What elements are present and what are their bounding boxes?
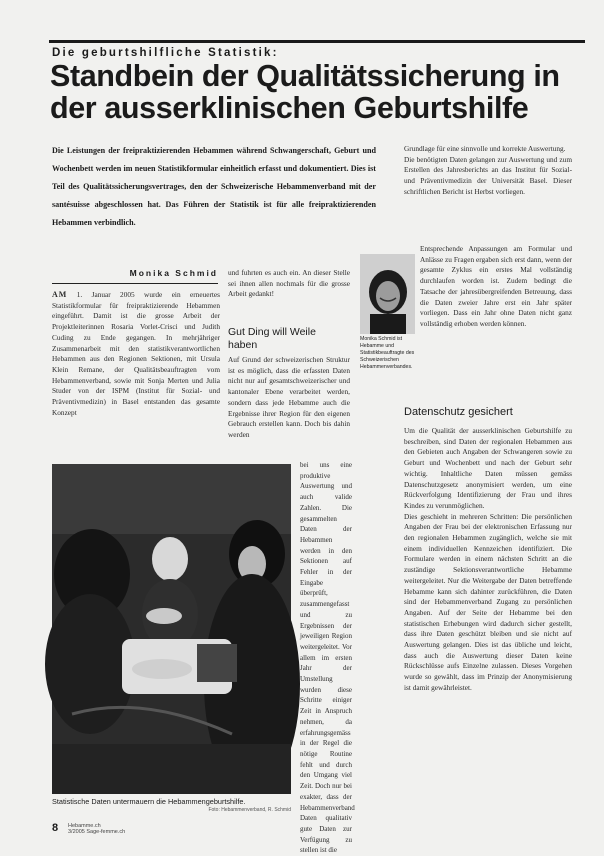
column-2-mid: Auf Grund der schweizerischen Struktur ist es möglich, dass die erfassten Daten nicht nur auf gesamtschweizerischer und kantonaler Ebene verarbeitet werden, sondern dass jede Hebamme auch die Ergebnisse ihrer Region für den eigenen Gebrauch erstellen kann. Doch bis dahin werden bbox=[228, 355, 350, 439]
portrait-illustration bbox=[360, 254, 415, 334]
lead-paragraph: Die Leistungen der freipraktizierenden Hebammen während Schwangerschaft, Geburt und Wochenbett werden im neuen Statistikformular einheitlich erfasst und dokumentiert. Dies ist Teil des Qualitätssicherungsvertrages, den der Schweizerische Hebammenverband mit der santésuisse abgeschlossen hat. Das Führen der Statistik ist für alle freipraktizierenden Hebammen verbindlich. bbox=[52, 146, 376, 227]
subhead-datenschutz: Datenschutz gesichert bbox=[404, 406, 513, 418]
column-2-narrow: bei uns eine produktive Auswertung und auch valide Zahlen. Die gesammelten Daten der Hebammen werden in den Sektionen auf Fehler in der Eingabe überprüft, zusammengefasst und zu Ergebnissen der jeweiligen Region weitergeleitet. Vor allem im ersten Jahr der Umstellung wurden diese Schritte einiger Zeit in Anspruch nehmen, da erfahrungsgemäss in der Regel die nötige Routine fehlt und durch den Umgang viel Zeit. Doch nur bei exakter, dass der Hebammenverband Daten qualitativ gute Daten zur Verfügung zu stellen ist die bbox=[300, 461, 355, 855]
main-photo bbox=[52, 464, 291, 794]
author-byline: Monika Schmid bbox=[129, 268, 218, 278]
page-number: 8 bbox=[52, 822, 59, 834]
photo-midwife-with-family bbox=[52, 464, 291, 794]
column-3-top: Grundlage für eine sinnvolle und korrekte Auswertung. Die benötigten Daten gelangen zur Auswertung und zum Erstellen des Jahresberichts an das Institut für Sozial- und Präventivmedizin der Universität Basel. Dieser schriftlichen Bericht ist Herbst vorliegen. bbox=[404, 144, 572, 196]
main-photo-caption: Statistische Daten untermauern die Hebammengeburtshilfe. bbox=[52, 797, 246, 806]
subhead-gut-ding: Gut Ding will Weile haben bbox=[228, 326, 316, 351]
column-3-wrap: Entsprechende Anpassungen am Formular und Anlässe zu Fragen ergaben sich erst dann, wenn der gesamte Zyklus ein erstes Mal vollständig durchlaufen worden ist. Zudem bedingt die Tatsache der jahresübergreifenden Betreuung, dass die Daten zweier Jahre erst ein Jahr später vorliegen. Dass ein Jahr ohne Daten nicht ganz vollständig erhoben werden können. bbox=[420, 244, 572, 328]
author-portrait-photo bbox=[360, 254, 415, 334]
dropcap: AM bbox=[52, 290, 68, 299]
photo-credit: Foto: Hebammenverband, R. Schmid bbox=[208, 807, 291, 813]
column-1-intro bbox=[52, 290, 220, 458]
byline-rule bbox=[52, 283, 218, 284]
top-rule bbox=[49, 40, 585, 43]
portrait-caption: Monika Schmid ist Hebamme und Statistikbeauftragte des Schweizerischen Hebammenverbandes. bbox=[360, 336, 415, 370]
kicker: Die geburtshilfliche Statistik: bbox=[52, 47, 279, 59]
footer-publication: Hebamme.ch 3/2005 Sage-femme.ch bbox=[68, 823, 126, 835]
column-1-text: 1. Januar 2005 wurde ein erneuertes Statistikformular für freipraktizierende Hebammen eingeführt. Damit ist die grosse Arbeit der Projektleiterinnen Rosaria Vorlet-Crisci und Judith Cuding zu Ende gegangen. In mehrjähriger Zusammenarbeit mit den statistikverantwortlichen Hebammen aus den Regionen Sektionen, mit Ursula Klein Remane, der Qualitätsbeauftragten vom Hebammenverband, sowie mit Sonja Merten und Julia Studer von der ISPM (Institut für Sozial- und Präventivmedizin) in Basel entstanden das gesamte Konzept bbox=[52, 290, 220, 417]
column-3-bottom: Um die Qualität der ausserklinischen Geburtshilfe zu beschreiben, sind Daten der regionalen Hebammen aus den Gebieten auch Angaben der Schwangeren sowie zu Geburt und Wochenbett und nach der Geburt sehr wichtig. Inhaltliche Daten müssen gemäss Datenschutzgesetz anonymisiert werden, um eine Rückverfolgung Identifizierung der Frau und ihres Kindes zu verunmöglichen. Dies geschieht in mehreren Schritten: Die persönlichen Angaben der Frau bei der elektronischen Erfassung nur den regionalen Hebammen zugänglich, welche sie mit einem individuellen Kennzeichen identifiziert. Die Formulare werden in einem nächsten Schritt an die zuständige Sektionsverantwortliche Hebamme weitergeleitet. Nur die Weitergabe der Daten betreffende Hebamme kann sich dahinter zurückführen, die Daten sind der Hebammenverband Zugang zu persönlichen Angaben. Auf der Seite der Hebamme bei den statistischen Erhebungen wird dadurch sicher gestellt, dass ihre Daten geschützt bleiben und sie nicht auf Auswertung gelangen. Dies ist das übliche und leicht, dass auch die Auswertung dieser Daten keine Rückschlüsse aufs Einzelne zulassen. Dieses Vorgehen wurde so gewählt, dass im Prinzip der Anonymisierung ist damit gewährleistet. bbox=[404, 426, 572, 692]
column-2-top: und fuhrten es auch ein. An dieser Stelle sei ihnen allen nochmals für die grosse Arbeit gedankt! bbox=[228, 268, 350, 299]
headline: Standbein der Qualitätssicherung in der ausserklinischen Geburtshilfe bbox=[50, 59, 560, 125]
